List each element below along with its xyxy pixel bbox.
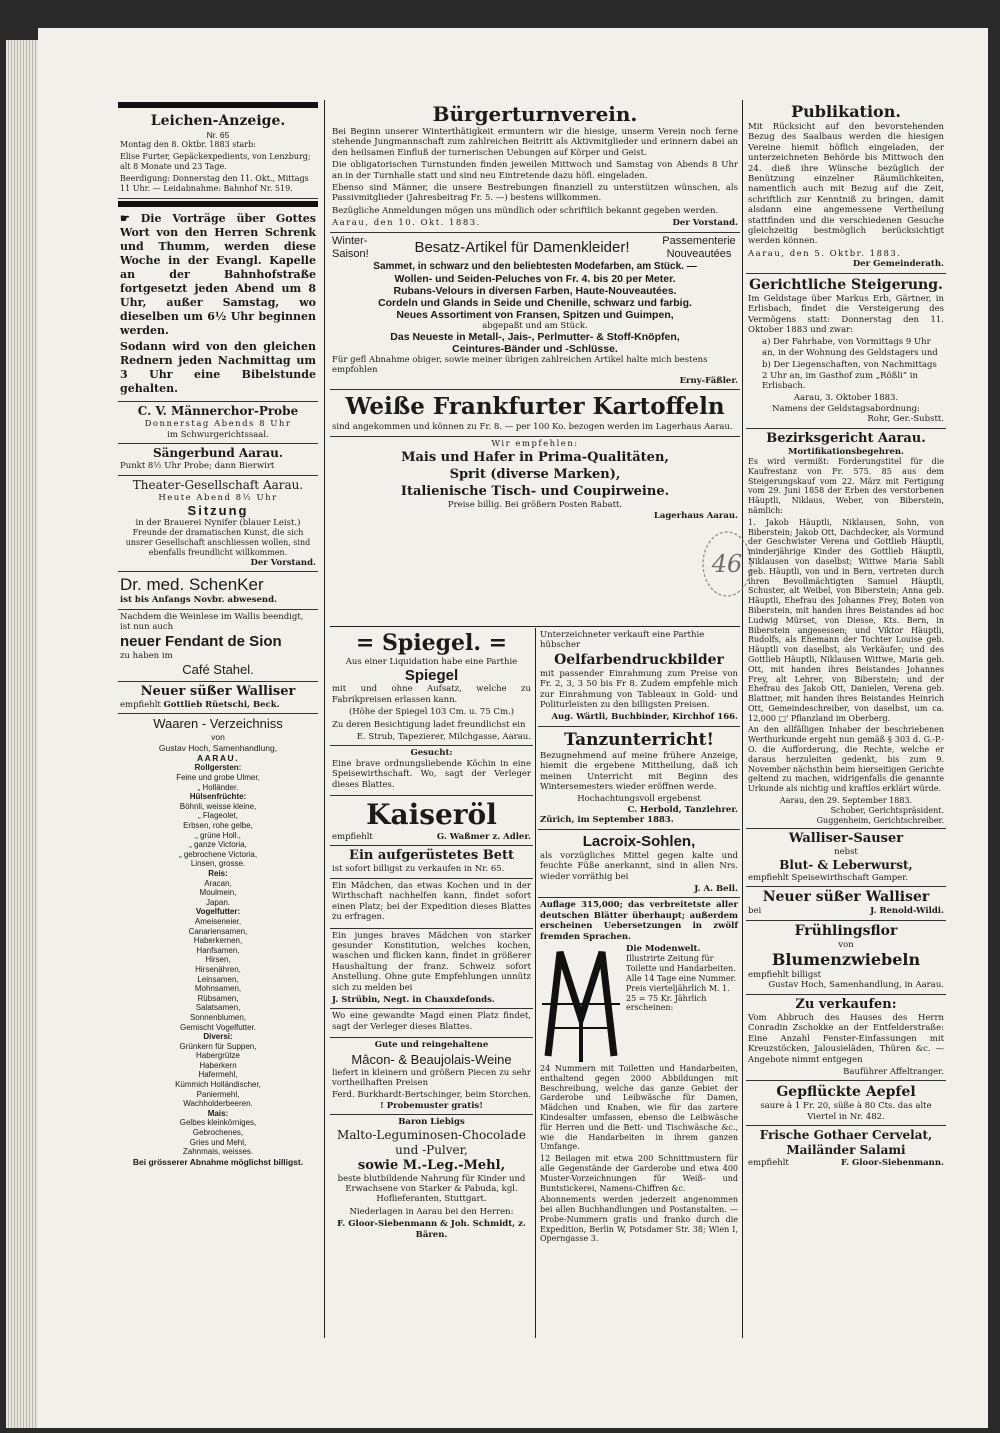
list-item: Rübsamen, xyxy=(197,993,239,1003)
ad-title: Lacroix-Sohlen, xyxy=(582,832,696,850)
death-notice xyxy=(118,111,318,199)
list-item: Böhnli, weisse kleine, xyxy=(179,801,257,811)
ad-text: Auflage 315,000; das verbreitetste aller deutschen Blätter überhaupt; außerdem erscheinen Uebersetzungen in zwölf fremden Sprachen. xyxy=(540,900,738,942)
list-item: „ gebrochene Victoria, xyxy=(178,849,258,859)
pointing-hand-icon: ☛ xyxy=(120,212,141,226)
ad-title: Blumenzwiebeln xyxy=(771,950,921,970)
turnverein-ad xyxy=(330,100,740,233)
ad-text: Es wird vermißt: Forderungstitel für die Kaufrestanz von Fr. 575. 85 aus dem Steigerungskauf vom 22. März mit Fertigung vom 29. Juni 1858 der Erben des verstorbenen Häuptli, Niklaus, Weber, von Biberstein, nämlich: xyxy=(748,456,944,515)
ad-text: (Höhe der Spiegel 103 Cm. u. 75 Cm.) xyxy=(348,707,515,718)
list-item: Haberkernen, xyxy=(193,936,243,946)
ad-signature: G. Waßmer z. Adler. xyxy=(436,832,531,843)
list-item: Zahnmais, weisses. xyxy=(182,1147,254,1157)
ad-signature: Der Vorstand. xyxy=(250,557,316,568)
ad-text: mit passender Einrahmung zum Preise von Fr. 2, 3, 3 50 bis Fr 8. Zudem empfehle mich zur Einrahmung von Tableaux in Gold- und Politurleisten zu den billigsten Preisen. xyxy=(540,668,738,711)
spiegel-ad xyxy=(330,628,533,746)
ad-title: neuer Fendant de Sion xyxy=(120,633,282,651)
list-item: Gebrochenes, xyxy=(192,1128,244,1138)
ad-title: Italienische Tisch- und Coupirweine. xyxy=(400,484,670,500)
ad-text: Winter-Saison! xyxy=(332,234,369,260)
ad-text: AARAU. xyxy=(196,753,240,764)
junges-maedchen-ad xyxy=(330,929,533,1010)
ad-text: Neues Assortiment von Fransen, Spitzen und Guimpen, xyxy=(396,308,674,321)
macon-ad xyxy=(330,1038,533,1115)
section-heading: Mais: xyxy=(207,1108,229,1118)
ad-text: Aarau, den 5. Oktbr. 1883. xyxy=(748,248,902,259)
aepfel-ad xyxy=(746,1081,946,1126)
ad-title: Frühlingsflor xyxy=(794,922,898,939)
ad-title: Neuer süßer Walliser xyxy=(762,889,930,906)
ad-text: Nr. 65 xyxy=(206,130,230,140)
lagerhaus-ad xyxy=(330,437,740,524)
tanz-ad xyxy=(538,727,740,830)
ad-text: Preise billig. Bei größern Posten Rabatt. xyxy=(447,500,623,511)
ad-title: Dr. med. SchenKer xyxy=(120,575,264,595)
ad-text: von xyxy=(211,732,225,743)
ad-text: Wollen- und Seiden-Peluches von Fr. 4. bis 20 per Meter. xyxy=(394,272,676,285)
list-item: Gries und Mehl, xyxy=(189,1137,247,1147)
ad-signature: E. Strub, Tapezierer, Milchgasse, Aarau. xyxy=(356,732,531,743)
ad-text: als vorzügliches Mittel gegen kalte und feuchte Füße anerkannt, sind in allen Nrs. wieder vorräthig bei xyxy=(540,850,738,882)
ad-title: Frische Gothaer Cervelat, xyxy=(759,1128,933,1143)
ad-text: Namens der Geldstagsabordnung: xyxy=(772,403,920,414)
ad-title: Tanzunterricht! xyxy=(564,729,714,750)
ad-title: Kaiseröl xyxy=(366,798,497,832)
ad-text: Baron Liebigs xyxy=(398,1117,465,1128)
rule-bar xyxy=(118,201,318,207)
ad-signature: J. A. Bell. xyxy=(694,883,738,894)
ad-text: empfiehlt Speisewirthschaft Gamper. xyxy=(748,872,909,883)
column-1 xyxy=(118,100,318,1338)
horizontal-rule xyxy=(330,626,740,627)
ad-text: Gute und reingehaltene xyxy=(374,1040,489,1051)
ad-text: Bei grösserer Abnahme möglichst billigst. xyxy=(132,1156,304,1167)
ad-text: mit und ohne Aufsatz, welche zu Fabrikpreisen erlassen kann. xyxy=(332,684,531,705)
ad-signature: Schober, Gerichtspräsident. xyxy=(830,805,944,815)
list-item: Ameiseneier, xyxy=(194,916,242,926)
theater-notice xyxy=(118,476,318,573)
list-item: Gemischt Vogelfutter. xyxy=(179,1022,257,1032)
list-item: Japan. xyxy=(205,897,231,907)
list-item: Feine und grobe Ulmer, xyxy=(176,773,260,783)
list-item: Hafermehl, xyxy=(198,1070,238,1080)
list-item: Sonnenblumen, xyxy=(189,1012,247,1022)
kaiseroel-ad xyxy=(330,796,533,846)
ad-text: a) Der Fahrhabe, von Vormittags 9 Uhr an, in der Wohnung des Geldstagers und xyxy=(762,337,938,358)
ad-text: in der Brauerei Nynifer (blauer Leist.) xyxy=(135,518,301,529)
cervelat-ad xyxy=(746,1126,946,1171)
waaren-sections xyxy=(120,763,316,1156)
ad-text: Niederlagen in Aarau bei den Herren: xyxy=(349,1206,514,1217)
walliser-ad xyxy=(118,682,318,714)
waaren-list xyxy=(118,714,318,1170)
ad-text: Mit Rücksicht auf den bevorstehenden Bezug des Saalbaus werden die hiesigen Vereine hiemit höflich eingeladen, der unterzeichneten Behörde bis Mittwoch den 24. dieß ihre Wünsche bezüglich der Benützung einzelner Räumlichkeiten, namentlich auch mit Bezug auf die Zeit, schriftlich zur Kenntniß zu bringen, damit alsdann eine angemessene Vertheilung stattfinden und die verschiedenen Gesuche gleichzeitig bestmöglich berücksichtigt werden können. xyxy=(748,122,944,247)
ad-title: Gepflückte Aepfel xyxy=(776,1084,916,1101)
ad-text: Ceintures-Bänder und -Schlüsse. xyxy=(452,343,618,356)
ad-text: Sodann wird von den gleichen Rednern jeden Nachmittag um 3 Uhr eine Bibelstunde gehalten. xyxy=(120,340,316,396)
ad-text: 1. Jakob Häuptli, Niklausen, Sohn, von Biberstein; Jakob Ott, Dachdecker, als Vormund der Geschwister Verena und Gottlieb Häuptli, minderjährige Kinder des Gottlieb Häuptli, Niklausen von daselbst; Wittwe Maria Sabli geb. Häuptli, von und in Bern, vertreten durch ihren Bevollmächtigten Samuel Häuptli, Schuster, alt Weibel, von Biberstein; Anna geb. Häuptli, Ehefrau des Johannes Frey, Boten von Biberstein, mit handen ihres Beistandes ad hoc Ludwig Mürset, von Diesse, Kts. Bern, in Biberstein angesessen; und Viktor Häuptli, Rudolfs, als Ehemann der Tochter Louise geb. Häuptli von daselbst, als Verkäufer; und des Gottlieb Häuptli, Niklausen Wittwe, Maria geb. Ott, mit handen ihres Beistandes Johannes Frey, alt Lehrer, von Biberstein; und der Ehefrau des Jakob Ott, Danielen, Verena geb. Blattner, mit handen ihres Beistandes Heinrich Ott, Gemeindeschreiber, von daselbst, um ca. 12,000 □' Pflanzland im Oberberg. xyxy=(748,517,944,723)
ad-text: 12 Beilagen mit etwa 200 Schnittmustern für alle Gegenstände der Garderobe und etwa 400 Muster-Vorzeichnungen für Weiß- und Buntstickerei, Namens-Chiffren &c. xyxy=(540,1154,738,1193)
column-2 xyxy=(330,100,740,625)
ad-title: Sängerbund Aarau. xyxy=(152,446,283,461)
fendant-ad xyxy=(118,610,318,682)
column-rule xyxy=(742,100,743,1338)
walliser-ad-2 xyxy=(746,887,946,920)
ad-title: Publikation. xyxy=(791,102,901,121)
ad-text: Punkt 8½ Uhr Probe; dann Bierwirt xyxy=(120,461,275,472)
saengerbund-notice xyxy=(118,444,318,475)
ad-text: Bei Beginn unserer Winterthätigkeit ermuntern wir die hiesige, unserm Verein noch ferne stehende Jungmannschaft zum zahlreichen Beitritt als Aktivmitglieder und erinnern dabei an den heilsamen Einfluß der turnerischen Uebungen auf Körper und Geist. xyxy=(332,127,738,158)
ad-title: Mais und Hafer in Prima-Qualitäten, xyxy=(401,450,669,466)
ad-text: Hochachtungsvoll ergebenst xyxy=(577,794,701,805)
fruehlingsflor-ad xyxy=(746,921,946,995)
ad-text: Heute Abend 8½ Uhr xyxy=(158,492,278,503)
ad-title: = Spiegel. = xyxy=(355,630,508,656)
list-item: Gelbes kleinkörniges, xyxy=(179,1118,257,1128)
ad-text: Wo eine gewandte Magd einen Platz findet, sagt der Verleger dieses Blattes. xyxy=(332,1011,531,1032)
ad-signature: F. Gloor-Siebenmann. xyxy=(840,1158,944,1169)
list-item: Hirsenähren, xyxy=(195,964,241,974)
ad-title: Mailänder Salami xyxy=(786,1143,906,1158)
ad-signature: J. Strübin, Negt. in Chauxdefonds. xyxy=(332,994,495,1005)
column-3 xyxy=(746,100,946,1338)
column-2b xyxy=(538,628,740,1338)
ad-text: b) Der Liegenschaften, von Nachmittags 2 Uhr an, im Gasthof zum „Rößli“ in Erlisbach. xyxy=(762,360,937,391)
ad-title: Walliser-Sauser xyxy=(788,831,904,847)
ad-signature: Der Vorstand. xyxy=(672,218,738,229)
ad-text: Cordeln und Glands in Seide und Chenille, schwarz und farbig. xyxy=(378,296,692,309)
ad-text: Die obligatorischen Turnstunden finden jeweilen Mittwoch und Samstag von Abends 8 Uhr an in der Turnhalle statt und sind neu Eintretende dazu höfl. eingeladen. xyxy=(332,160,738,181)
ad-text: Zu deren Besichtigung ladet freundlichst ein xyxy=(332,719,526,730)
ad-signature: Aug. Wärtli, Buchbinder, Kirchhof 166. xyxy=(551,712,738,723)
ad-title: Malto-Leguminosen-Chocolade und -Pulver, xyxy=(337,1127,526,1157)
ad-signature: Lagerhaus Aarau. xyxy=(653,510,738,521)
ad-text: abgepaßt und am Stück. xyxy=(482,320,588,331)
ad-title: Sprit (diverse Marken), xyxy=(449,467,621,483)
lecture-notice xyxy=(118,210,318,402)
ad-title: Oelfarbendruckbilder xyxy=(554,651,724,668)
steigerung-ad xyxy=(746,274,946,429)
ad-text: Nachdem die Weinlese im Wallis beendigt, ist nun auch xyxy=(120,611,304,633)
ad-title: Theater-Gesellschaft Aarau. xyxy=(132,477,304,492)
ad-text: Für gefl Abnahme obiger, sowie meiner übrigen zahlreichen Artikel halte mich bestens empfohlen xyxy=(332,355,708,376)
list-item: Kümmich Holländischer, xyxy=(175,1080,261,1090)
ad-text: Bezügliche Anmeldungen mögen uns mündlich oder schriftlich bekannt gegeben werden. xyxy=(332,205,719,216)
ad-text: Bezugnehmend auf meine frühere Anzeige, hiemit die ergebene Mittheilung, daß ich meinen Unterricht mit Beginn des Wintersemesters wieder eröffnen werde. xyxy=(540,750,738,793)
maedchen-ad xyxy=(330,879,533,929)
list-item: Haberkern xyxy=(199,1060,237,1070)
ad-text: Vom Abbruch des Hauses des Herrn Conradin Zschokke an der Entfelderstraße: Eine Anzahl Fenster-Einfassungen mit Kreuzstöcken, Jalousieläden, Thüren &c. — Angebote nimmt entgegen xyxy=(748,1012,944,1065)
list-item: Habergrütze xyxy=(195,1051,241,1061)
ad-signature: Der Gemeinderath. xyxy=(852,259,944,270)
oelfarben-ad xyxy=(538,628,740,727)
ad-text: im Schwurgerichtssaal. xyxy=(167,429,269,440)
ad-text: Freunde der dramatischen Kunst, die sich unsrer Gesellschaft anschliessen wollen, sind ebenfalls freundlicht willkommen. xyxy=(125,528,311,558)
ad-title: Besatz-Artikel für Damenkleider! xyxy=(414,238,630,256)
list-item: „ Flageolet, xyxy=(197,811,239,821)
list-item: Canariensamen, xyxy=(188,926,248,936)
choir-notice xyxy=(118,402,318,444)
section-heading: Hülsenfrüchte: xyxy=(189,792,247,802)
list-item: Grünkern für Suppen, xyxy=(179,1041,257,1051)
ad-text: bei xyxy=(748,906,762,917)
ad-title: Spiegel xyxy=(404,667,459,685)
ad-text: Die Vorträge über Gottes Wort von den Herren Schrenk und Thumm, werden diese Woche in der Evangl. Kapelle an der Bahnhofstraße fortgesetzt jeden Abend um 8 Uhr, außer Samstag, wo dieselben um 6½ Uhr beginnen werden. xyxy=(120,212,316,338)
list-item: Wachholderbeeren. xyxy=(183,1099,253,1109)
ad-text: Beerdigung: Donnerstag den 11. Okt., Mittags 11 Uhr. — Leidabnahme: Bahnhof Nr. 519. xyxy=(120,173,309,193)
section-heading: Diversi: xyxy=(203,1032,233,1042)
page-edge-stack xyxy=(6,40,38,1428)
ad-title: C. V. Männerchor-Probe xyxy=(137,404,299,419)
ad-text: empfiehlt xyxy=(332,832,373,843)
list-item: Aracan, xyxy=(204,878,232,888)
list-item: „ ganze Victoria, xyxy=(189,840,247,850)
ad-title: Weiße Frankfurter Kartoffeln xyxy=(345,393,725,421)
column-rule xyxy=(324,100,325,1338)
ad-signature: Gustav Hoch, Samenhandlung, in Aarau. xyxy=(768,980,944,991)
ad-subtitle: Mortifikationsbegehren. xyxy=(788,446,904,457)
ad-title: sowie M.-Leg.-Mehl, xyxy=(357,1157,506,1173)
list-item: Leinsamen, xyxy=(197,974,239,984)
ad-text: zu haben im xyxy=(120,651,173,662)
ad-text: An den allfälligen Inhaber der beschriebenen Werthurkunde ergeht nun gemäß § 303 d. G.-P.-O. die Aufforderung, die Rechte, welche er daraus herzuleiten gedenkt, bis zum 9. November nächsthin beim hierseitigen Gerichte geltend zu machen, widrigenfalls die genannte Urkunde als nichtig und kraftlos erklärt würde. xyxy=(748,725,944,794)
rule-bar xyxy=(118,102,318,108)
ad-text: beste blutbildende Nahrung für Kinder und Erwachsene von Starker & Pabuda, kgl. Hoflieferanten, Stuttgart. xyxy=(337,1173,526,1205)
magd-ad xyxy=(330,1009,533,1038)
ad-title: Mâcon- & Beaujolais-Weine xyxy=(351,1051,512,1067)
ad-title: Neuer süßer Walliser xyxy=(140,683,296,699)
ad-text: Wir empfehlen: xyxy=(491,438,579,449)
ad-text: Aarau, den 29. September 1883. xyxy=(779,796,913,806)
ad-title: Gesucht: xyxy=(410,748,453,759)
ad-text: Sammet, in schwarz und den beliebtesten Modefarben, am Stück. — xyxy=(373,260,697,272)
ad-text: Ein junges braves Mädchen von starker gesunder Konstitution, welches kochen, waschen und flicken kann, findet in größerer Haushaltung der franz. Schweiz sofort Anstellung. Ohne gute Empfehlungen unnütz sich zu melden bei xyxy=(332,930,531,993)
section-heading: Vogelfutter: xyxy=(195,907,241,917)
kartoffeln-ad xyxy=(330,390,740,436)
ad-text: Elise Furter, Gepäckexpedients, von Lenzburg; alt 8 Monate und 23 Tage. xyxy=(120,152,311,171)
ad-text: Aus einer Liquidation habe eine Parthie xyxy=(345,657,518,667)
ad-signature: Guggenheim, Gerichtschreiber. xyxy=(816,815,944,825)
ad-text: empfiehlt billigst xyxy=(748,970,822,981)
bezirksgericht-ad xyxy=(746,429,946,830)
ad-text: Eine brave ordnungsliebende Köchin in eine Speisewirthschaft. Wo, sagt der Verleger dieses Blattes. xyxy=(332,758,531,790)
ad-text: von xyxy=(838,939,854,950)
list-item: Salatsamen, xyxy=(195,1003,241,1013)
ad-title: Ein aufgerüstetes Bett xyxy=(349,848,514,864)
ad-text: liefert in kleinern und größern Piecen zu sehr vortheilhaften Preisen xyxy=(332,1067,531,1088)
list-item: Linsen, grosse. xyxy=(190,859,246,869)
ad-text: Ein Mädchen, das etwas Kochen und in der Wirthschaft nachhelfen kann, findet sofort einen Platz; bei der Expedition dieses Blattes zu erfragen. xyxy=(332,880,531,923)
ad-signature: F. Gloor-Siebenmann & Joh. Schmidt, z. Bären. xyxy=(337,1219,526,1240)
list-item: „ grüne Holl., xyxy=(195,830,241,840)
ad-text: Das Neueste in Metall-, Jais-, Perlmutter- & Stoff-Knöpfen, xyxy=(390,331,680,344)
ad-title: Bezirksgericht Aarau. xyxy=(766,430,926,446)
ad-text: sind angekommen und können zu Fr. 8. — per 100 Ko. bezogen werden im Lagerhaus Aarau. xyxy=(332,422,733,433)
gesucht-ad xyxy=(330,746,533,796)
lacroix-ad xyxy=(538,830,740,899)
sauser-ad xyxy=(746,829,946,887)
list-item: Hanfsamen, xyxy=(196,945,240,955)
ad-title: Blut- & Leberwurst, xyxy=(779,857,913,872)
doctor-notice xyxy=(118,572,318,609)
ad-signature: Rohr, Ger.-Substt. xyxy=(867,414,944,425)
list-item: Moulmein, xyxy=(199,888,237,898)
list-item: Hirsen, xyxy=(205,955,231,965)
ad-title: Zu verkaufen: xyxy=(795,996,897,1012)
ad-text: Rubans-Velours in diversen Farben, Haute-Nouveautées. xyxy=(393,284,677,297)
ad-text: empfiehlt xyxy=(120,699,161,710)
malto-ad xyxy=(330,1115,533,1243)
publikation-ad xyxy=(746,100,946,274)
section-heading: Rollgersten: xyxy=(194,763,242,773)
ad-text: Gustav Hoch, Samenhandlung, xyxy=(158,742,278,753)
ad-text: ! Probemuster gratis! xyxy=(380,1100,483,1111)
ad-signature: Erny-Fäßler. xyxy=(679,375,738,386)
ad-title: Bürgerturnverein. xyxy=(432,102,638,126)
list-item: „ Holländer. xyxy=(197,782,239,792)
column-rule xyxy=(535,628,536,1338)
ad-title: Leichen-Anzeige. xyxy=(150,113,286,129)
ad-text: Aarau, den 10. Okt. 1883. xyxy=(332,218,481,229)
ad-text: Montag den 8. Oktbr. 1883 starb: xyxy=(120,140,256,150)
modenwelt-logo xyxy=(540,944,622,1064)
ad-text: Im Geldstage über Markus Erb, Gärtner, in Erlisbach, findet die Versteigerung des Vermögens statt: Donnerstag den 11. Oktober 1883 und zwar: xyxy=(748,293,944,335)
ad-text: Aarau, 3. Oktober 1883. xyxy=(793,393,899,404)
ad-signature: Ferd. Burkhardt-Bertschinger, beim Storchen. xyxy=(332,1090,532,1101)
ad-text: Ebenso sind Männer, die unsere Bestrebungen finanziell zu unterstützen wünschen, als Passivmitglieder (Jahresbeitrag Fr. 5. —) bestens willkommen. xyxy=(332,183,738,204)
ad-title: Waaren - Verzeichniss xyxy=(153,716,283,732)
list-item: Paniermehl, xyxy=(196,1089,240,1099)
ad-text: Café Stahel. xyxy=(182,661,254,677)
ad-title: Sitzung xyxy=(187,503,249,519)
ad-text: Unterzeichneter verkauft eine Parthie hübscher xyxy=(540,630,705,651)
ad-signature: Bauführer Affeltranger. xyxy=(843,1066,944,1077)
besatz-ad xyxy=(330,233,740,391)
ad-text: ist bis Anfangs Novbr. abwesend. xyxy=(120,595,278,606)
ad-signature: C. Herbold, Tanzlehrer. xyxy=(627,804,738,815)
section-heading: Reis: xyxy=(208,869,228,878)
verkaufen-ad xyxy=(746,995,946,1081)
ad-text: empfiehlt xyxy=(748,1158,789,1169)
ad-text: Abonnements werden jederzeit angenommen bei allen Buchhandlungen und Postanstalten. — Probe-Nummern gratis und franko durch die Expedition, Berlin W, Potsdamer Str. 38; Wien I, Operngasse 3. xyxy=(540,1195,738,1244)
ad-text: Zürich, im September 1883. xyxy=(540,815,674,826)
column-2a xyxy=(330,628,533,1338)
ad-text: Donnerstag Abends 8 Uhr xyxy=(144,419,292,430)
stamp-text: 46 xyxy=(711,550,743,578)
ad-signature: Gottlieb Rüetschi, Beck. xyxy=(163,699,280,710)
bett-ad xyxy=(330,846,533,878)
ad-text xyxy=(120,212,316,338)
ad-text: Illustrirte Zeitung für Toilette und Handarbeiten. Alle 14 Tage eine Nummer. Preis vierteljährlich M. 1. 25 = 75 Kr. Jährlich erscheinen: xyxy=(626,954,737,1013)
ad-text: nebst xyxy=(834,847,858,858)
list-item: Mohnsamen, xyxy=(194,984,242,994)
list-item: Erbsen, rohe gelbe, xyxy=(183,821,253,831)
modenwelt-ad xyxy=(538,898,740,1249)
ad-title: Gerichtliche Steigerung. xyxy=(749,276,943,293)
ad-text: saure à 1 Fr. 20, süße à 80 Cts. das alte Viertel in Nr. 482. xyxy=(760,1101,932,1122)
ad-text: ist sofort billigst zu verkaufen in Nr. 65. xyxy=(332,864,505,875)
ad-text: 24 Nummern mit Toiletten und Handarbeiten, enthaltend gegen 2000 Abbildungen mit Beschreibung, welche das ganze Gebiet der Garderobe und Leibwäsche für Damen, Mädchen und Knaben, wie für das zartere Kindesalter umfassen, ebenso die Leibwäsche für Herren und die Bett- und Tischwäsche &c., wie die Handarbeiten in ihrem ganzen Umfange. xyxy=(540,1063,738,1152)
ad-signature: J. Renold-Wildi. xyxy=(870,906,944,917)
ad-text: Passementerie Nouveautées xyxy=(662,234,736,260)
ad-title: Die Modenwelt. xyxy=(626,943,701,954)
